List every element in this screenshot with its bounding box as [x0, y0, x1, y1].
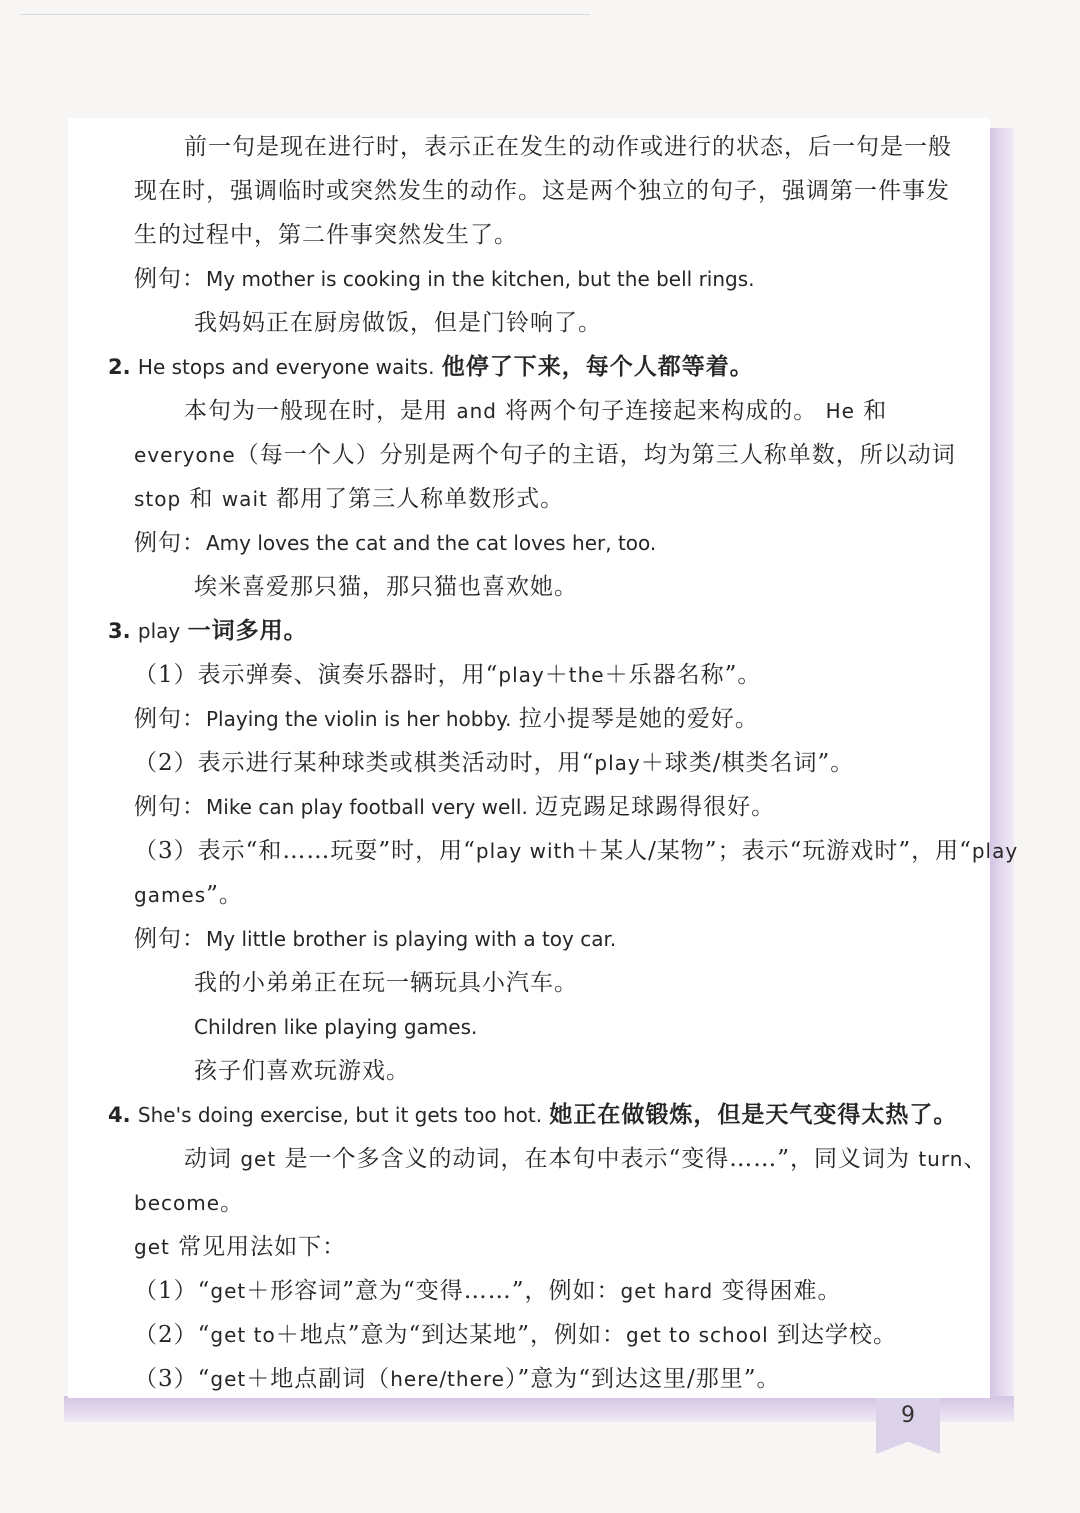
item4-usage1-c: ＋形容词”意为“变得……”，例如：: [246, 1278, 621, 1304]
item4-heading: [108, 1098, 957, 1132]
item4-line1-get: get: [240, 1147, 277, 1171]
item3-sense3-c: ＋某人/某物”；表示“玩游戏时”，用“: [576, 838, 972, 864]
item3-example4-english: Children like playing games.: [194, 1015, 478, 1039]
item4-line2-period: 。: [220, 1190, 245, 1216]
item3-number: 3.: [108, 619, 131, 643]
item2-english: He stops and everyone waits.: [137, 355, 435, 379]
item3-sense2-play: play: [594, 751, 641, 775]
example-label: 例句：: [134, 530, 206, 556]
item2-line2-text: （每一个人）分别是两个句子的主语，均为第三人称单数，所以动词: [235, 442, 956, 468]
item4-usage3-here-there: here/there: [390, 1367, 505, 1391]
item4-usage1-e: 变得困难。: [721, 1278, 842, 1304]
page-shadow-bottom: [64, 1396, 1014, 1422]
item3-sense3-games: games: [134, 883, 207, 907]
para1-line3: 生的过程中，第二件事突然发生了。: [134, 222, 518, 248]
para1-example-translation: 我妈妈正在厨房做饭，但是门铃响了。: [194, 310, 602, 336]
item2-line1-text-c: 将两个句子连接起来构成的。: [505, 398, 818, 424]
example-english: My little brother is playing with a toy car.: [206, 927, 617, 951]
para1-example: [134, 262, 755, 296]
item3-heading: [108, 614, 308, 648]
item4-usage3-a: （3）“: [134, 1366, 211, 1392]
item4-line1-c: 是一个多含义的动词，在本句中表示“变得……”，同义词为: [284, 1146, 910, 1172]
item2-line3-wait: wait: [221, 487, 268, 511]
item2-line3: [134, 482, 564, 516]
para1-line2: 现在时，强调临时或突然发生的动作。这是两个独立的句子，强调第一件事发: [134, 178, 950, 204]
item2-line3-and: 和: [189, 486, 214, 512]
item3-sense3: [134, 834, 1018, 868]
top-rule: [20, 14, 590, 15]
item4-usage-get: get: [134, 1235, 170, 1259]
example-label: 例句：: [134, 926, 206, 952]
item3-sense1-a: （1）表示弹奏、演奏乐器时，用“: [134, 662, 499, 688]
item3-sense3-play-with: play with: [475, 839, 577, 863]
item4-usage2-a: （2）“: [134, 1322, 211, 1348]
item4-line2: [134, 1186, 244, 1220]
item4-usage1-a: （1）“: [134, 1278, 211, 1304]
item4-usage2-get-to: get to: [210, 1323, 276, 1347]
item2-line1: [184, 394, 887, 428]
item2-example-translation: 埃米喜爱那只猫，那只猫也喜欢她。: [194, 574, 578, 600]
item4-usage1: [134, 1274, 842, 1308]
item3-sense1-the: the: [568, 663, 605, 687]
item4-usage3-get: get: [210, 1367, 247, 1391]
item4-usage-text: 常见用法如下：: [178, 1234, 347, 1260]
item3-sense1-play: play: [498, 663, 545, 687]
item3-sense3-play: play: [971, 839, 1019, 863]
example-english: Amy loves the cat and the cat loves her, too.: [206, 531, 657, 555]
item4-usage3-c: ＋地点副词（: [246, 1366, 391, 1392]
item4-usage1-get-hard: get hard: [620, 1279, 714, 1303]
item4-usage3-e: ）”意为“到达这里/那里”。: [504, 1366, 781, 1392]
item2-line2: [134, 438, 956, 472]
item4-number: 4.: [108, 1103, 131, 1127]
item3-sense3-f: ”。: [206, 882, 243, 908]
item4-usage2: [134, 1318, 897, 1352]
item2-line1-and: and: [456, 399, 497, 423]
item3-sense1-e: ＋乐器名称”。: [604, 662, 762, 688]
item3-example3-translation: 我的小弟弟正在玩一辆玩具小汽车。: [194, 970, 578, 996]
item4-line1-e: 、: [963, 1146, 988, 1172]
item4-usage2-e: 到达学校。: [777, 1322, 898, 1348]
example-english: Playing the violin is her hobby.: [206, 707, 512, 731]
item4-usage1-get: get: [210, 1279, 247, 1303]
example-english: Mike can play football very well.: [206, 795, 528, 819]
item3-example1: [134, 702, 759, 736]
item4-usage2-c: ＋地点”意为“到达某地”，例如：: [275, 1322, 626, 1348]
example-label: 例句：: [134, 794, 206, 820]
example-label: 例句：: [134, 266, 206, 292]
item4-line1: [184, 1142, 987, 1176]
item2-line2-everyone: everyone: [134, 443, 236, 467]
item4-usage3: [134, 1362, 781, 1396]
item4-line2-become: become: [134, 1191, 221, 1215]
item4-chinese: 她正在做锻炼，但是天气变得太热了。: [549, 1101, 958, 1128]
item3-sense1: [134, 658, 761, 692]
item2-heading: [108, 350, 754, 384]
item2-number: 2.: [108, 355, 131, 379]
item2-line3-stop: stop: [134, 487, 182, 511]
item2-line1-text-a: 本句为一般现在时，是用: [184, 398, 448, 424]
item3-example4-translation: 孩子们喜欢玩游戏。: [194, 1058, 410, 1084]
item3-sense2: [134, 746, 854, 780]
page-number: 9: [901, 1403, 915, 1428]
para1-line1: 前一句是现在进行时，表示正在发生的动作或进行的状态，后一句是一般: [184, 134, 952, 160]
example-chinese: 迈克踢足球踢得很好。: [535, 794, 776, 820]
item4-line1-a: 动词: [184, 1146, 232, 1172]
item2-line1-he: He: [825, 399, 855, 423]
item4-line1-turn: turn: [918, 1147, 964, 1171]
item3-example3: [134, 922, 616, 956]
item3-sense3-cont: [134, 878, 243, 912]
item3-sense2-a: （2）表示进行某种球类或棋类活动时，用“: [134, 750, 595, 776]
item3-sense2-c: ＋球类/棋类名词”。: [640, 750, 855, 776]
item4-english: She's doing exercise, but it gets too hot.: [137, 1103, 543, 1127]
item3-sense3-a: （3）表示“和……玩耍”时，用“: [134, 838, 476, 864]
item3-english: play: [137, 619, 181, 643]
item3-chinese: 一词多用。: [187, 617, 308, 644]
page-shadow-right: [990, 128, 1014, 1410]
example-english: My mother is cooking in the kitchen, but the bell rings.: [206, 267, 755, 291]
item4-usage-heading: [134, 1230, 346, 1264]
item4-usage2-get-to-school: get to school: [625, 1323, 769, 1347]
item3-sense1-plus: ＋: [544, 662, 569, 688]
item3-example2: [134, 790, 775, 824]
item2-example: [134, 526, 656, 560]
item2-chinese: 他停了下来，每个人都等着。: [441, 353, 754, 380]
item2-line1-text-e: 和: [863, 398, 888, 424]
item2-line3-text: 都用了第三人称单数形式。: [276, 486, 565, 512]
example-chinese: 拉小提琴是她的爱好。: [518, 706, 759, 732]
example-label: 例句：: [134, 706, 206, 732]
